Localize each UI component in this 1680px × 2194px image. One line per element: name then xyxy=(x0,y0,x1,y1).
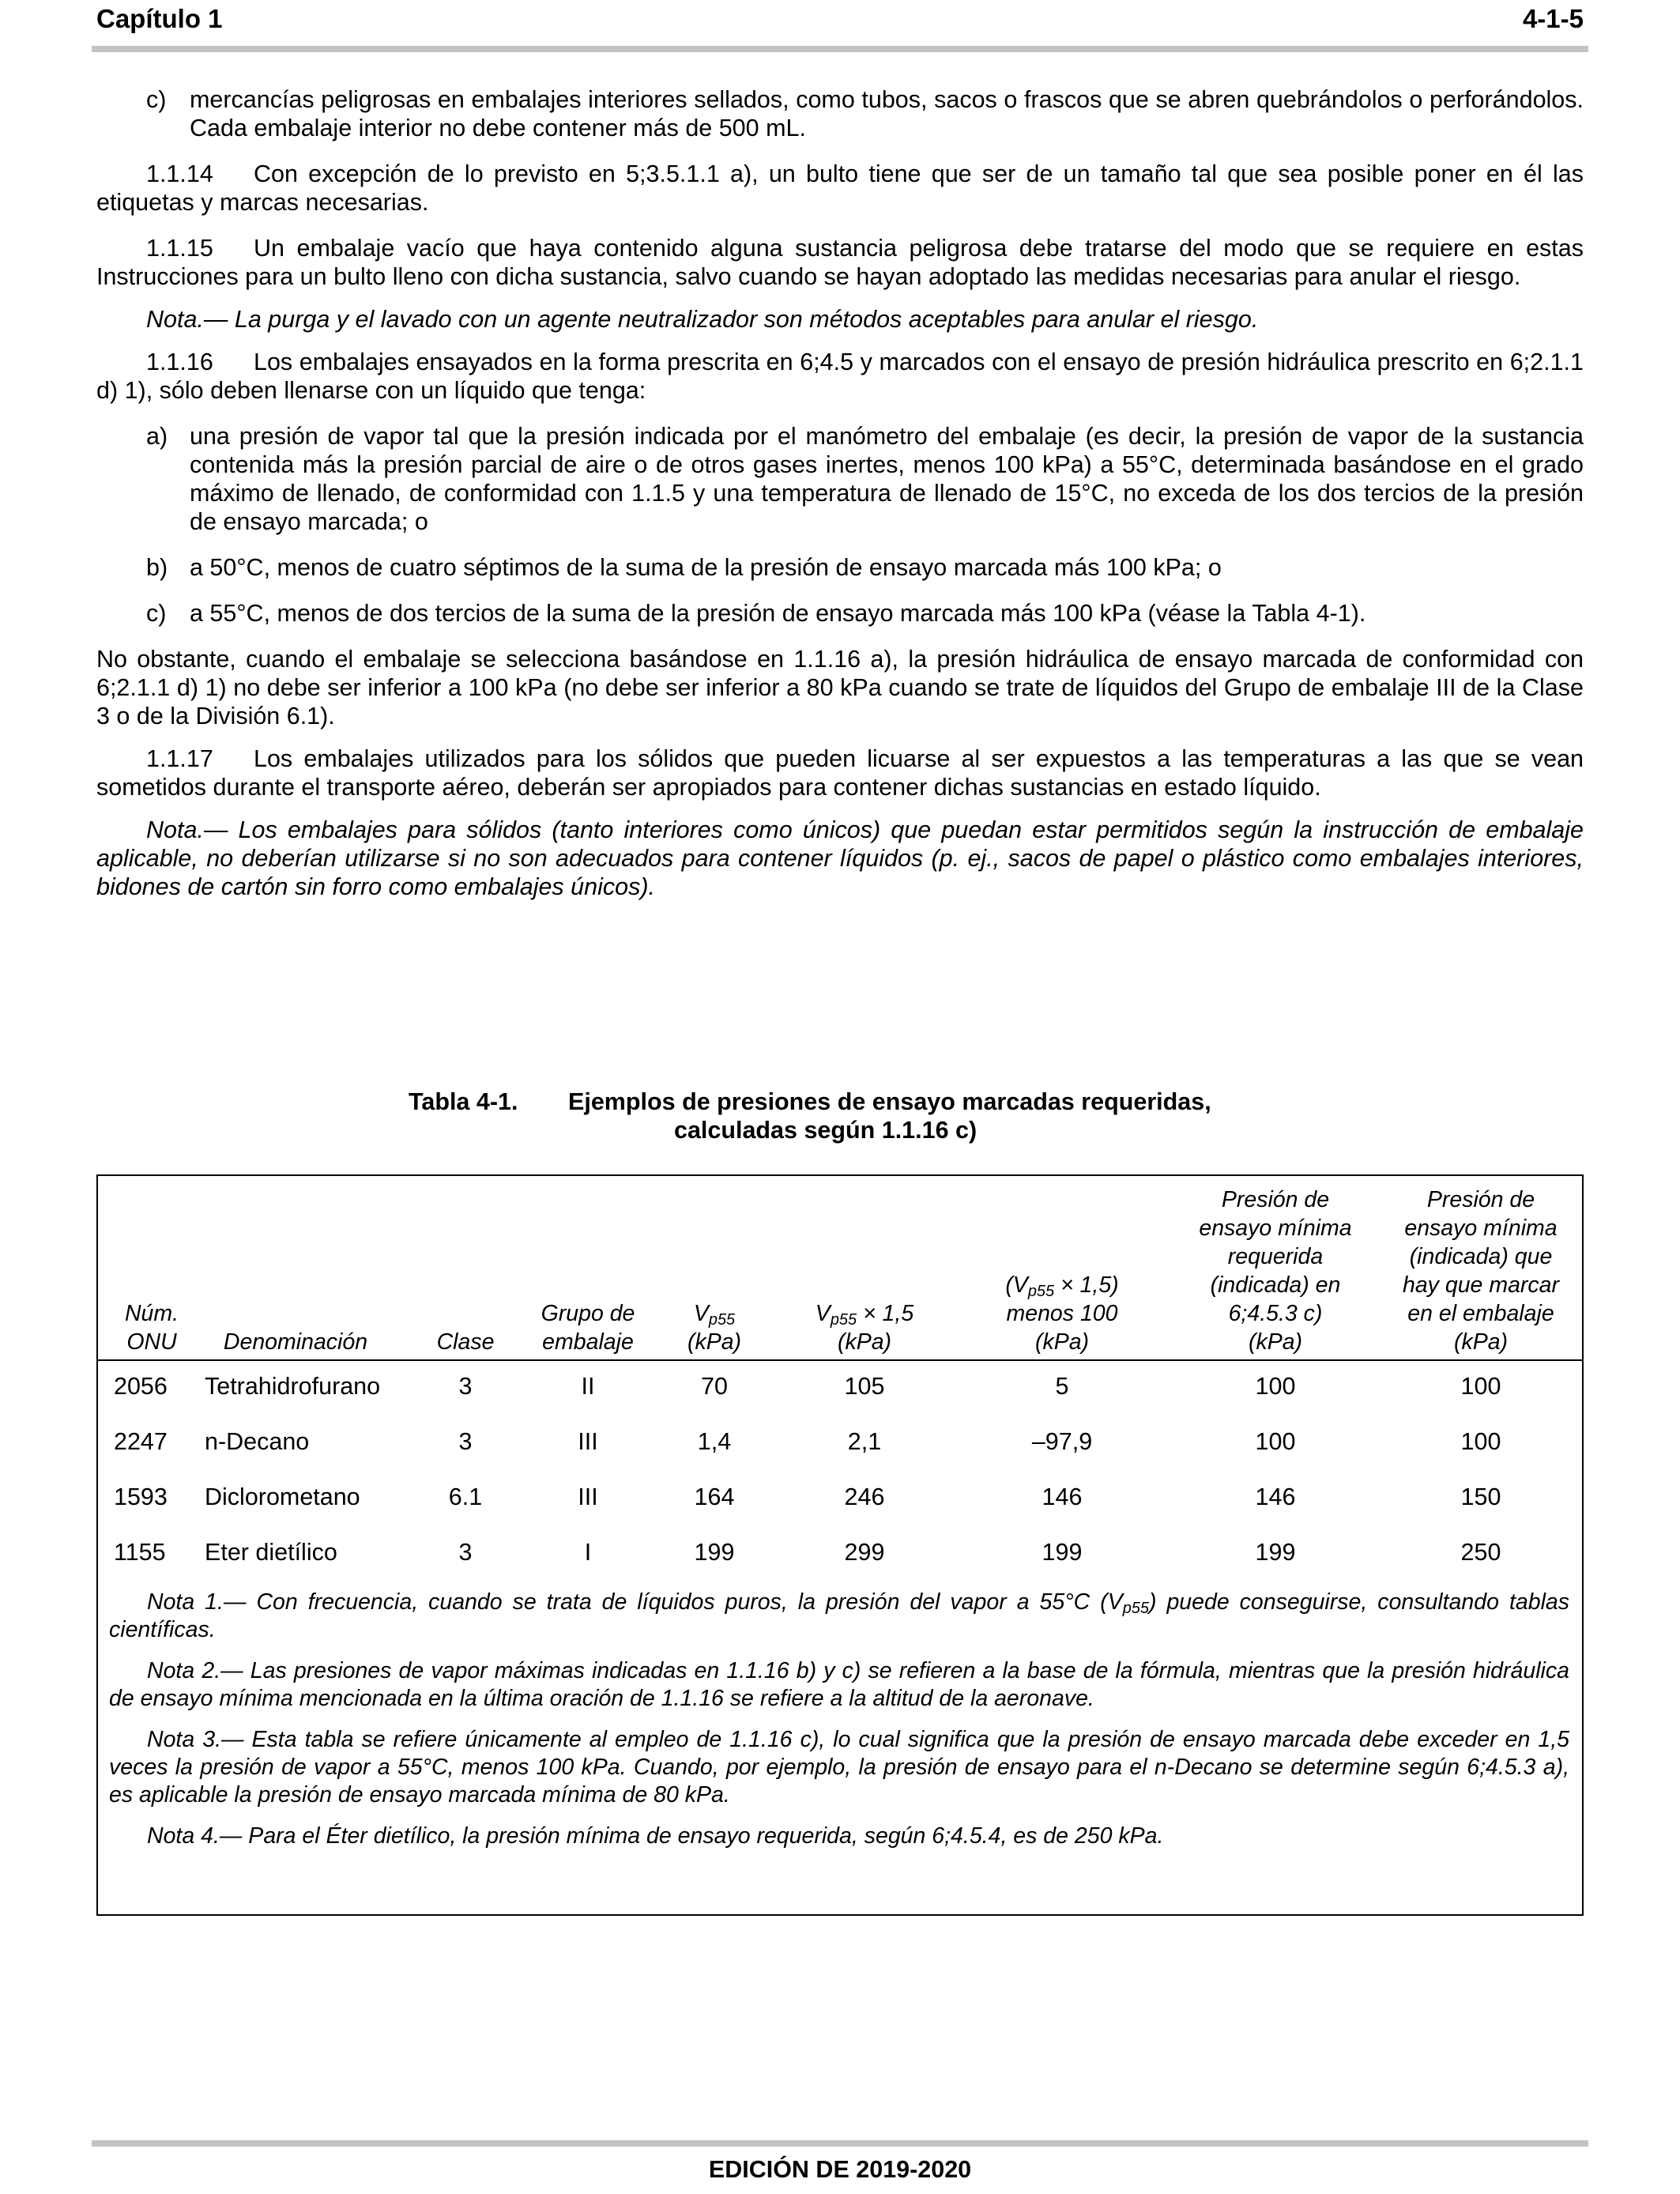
paragraph-1-1-14: 1.1.14 Con excepción de lo previsto en 5;3.5.1.1 a), un bulto tiene que ser de un tamaño tal que sea posible poner en él las etiquetas y marcas necesarias. xyxy=(96,160,1584,216)
table-header-rule xyxy=(98,1359,1582,1361)
document-page: Capítulo 1 4-1-5 c) mercancías peligrosas en embalajes interiores sellados, como tubos, sacos o frascos que se abren quebrándolos o perforándolos. Cada embalaje interior no debe contener más de 500 mL. 1.1.14 Con excepción de lo previsto en 5;3.5.1.1 a), un bulto tiene que ser de un tamaño tal que sea posible poner en él las etiquetas y marcas necesarias. 1.1.15 Un embalaje vacío que haya contenido alguna sustancia peligrosa debe tratarse del modo que se requiere en estas Instrucciones para un bulto lleno con dicha sustancia, salvo cuando se hayan adoptado las medidas necesarias para anular el riesgo. Nota.— La purga y el lavado con un agente neutralizador son métodos aceptables para anular el riesgo. 1.1.16 Los embalajes ensayados en la forma prescrita en 6;4.5 y marcados con el ensayo de presión hidráulica prescrito en 6;2.1.1 d) 1), sólo deben llenarse con un líquido que tenga: a) una presión de vapor tal que la presión indicada por el manómetro del embalaje (es decir, la presión de vapor de la sustancia contenida más la presión parcial de aire o de otros gases inertes, menos 100 kPa) a 55°C, determinada basándose en el grado máximo de llenado, de conformidad con 1.1.5 y una temperatura de llenado de 15°C, no exceda de los dos tercios de la presión de ensayo marcada; o b) a 50°C, menos de cuatro séptimos de la suma de la presión de ensayo marcada más 100 kPa; o c) a 55°C, menos de dos tercios de la suma de la presión de ensayo marcada más 100 kPa (véase la Tabla 4-1). No obstante, cuando el embalaje se selecciona basándose en 1.1.16 a), la presión hidráulica de ensayo marcada de conformidad con 6;2.1.1 d) 1) no debe ser inferior a 100 kPa (no debe ser inferior a 80 kPa cuando se trate de líquidos del Grupo de embalaje III de la Clase 3 o de la División 6.1). 1.1.17 Los embalajes utilizados para los sólidos que pueden licuarse al ser expuestos a las temperaturas a las que se vean sometidos durante el transporte aéreo, deberán ser apropiados para contener dichas sustancias en estado líquido. Nota.— Los embalajes para sólidos (tanto interiores como únicos) que puedan estar permitidos según la instrucción de embalaje aplicable, no deberían utilizarse si no son adecuados para contener líquidos (p. ej., sacos de papel o plástico como embalajes interiores, bidones de cartón sin forro como embalajes únicos). Tabla 4-1. Ejemplos de presiones de ensayo marcadas requeridas, calculadas según 1.1.16 c) Núm. ONU Denominación Clase Grupo de embalaje $V_{p55}$ (kPa) $V_{p55} \times 1,5$ (kPa) $(V_{p55} \times 1,5)$ menos 100 (kPa) Presión de ensayo mínima requerida (indicada) en 6;4.5.3 c) (kPa) Presión de ensayo mínima (indicada) que hay que marcar en el embalaje (kPa) 2056 Tetrahidrofurano 3 II 70 105 5 100 100 2247 n-Decano 3 III 1,4 2,1 –97,9 100 100 1593 Diclorometano 6.1 III 164 246 146 146 150 1155 Eter dietílico 3 I 199 299 199 199 250 Nota 1.— Con frecuencia, cuando se trata de líquidos puros, la presión del vapor a 55°C $(V_{p55})$ puede conseguirse, consultando tablas científicas. Nota 2.— Las presiones de vapor máximas indicadas en 1.1.16 b) y c) se refieren a la base de la fórmula, mientras que la presión hidráulica de ensayo mínima mencionada en la última oración de 1.1.16 se refiere a la altitud de la aeronave. Nota 3.— Esta tabla se refiere únicamente al empleo de 1.1.16 c), lo cual significa que la presión de ensayo marcada debe exceder en 1,5 veces la presión de vapor a 55°C, menos 100 kPa. Cuando, por ejemplo, la presión de ensayo para el n-Decano se determine según 6;4.5.3 a), es aplicable la presión de ensayo marcada mínima de 80 kPa. Nota 4.— Para el Éter dietílico, la presión mínima de ensayo requerida, según 6;4.5.4, es de 250 kPa. EDICIÓN DE 2019-2020 xyxy=(0,0,1680,2194)
header-vp55-x15: $V_{p55} \times 1,5$ (kPa) xyxy=(815,1301,914,1355)
note-solidos: Nota.— Los embalajes para sólidos (tanto interiores como únicos) que puedan estar permitidos según la instrucción de embalaje aplicable, no deberían utilizarse si no son adecuados para contener líquidos (p. ej., sacos de papel o plástico como embalajes interiores, bidones de cartón sin forro como embalajes únicos). xyxy=(96,816,1584,900)
chapter-title: Capítulo 1 xyxy=(96,4,223,33)
header-clase: Clase xyxy=(436,1329,495,1355)
page-header xyxy=(96,4,1584,45)
table-note-4: Nota 4.— Para el Éter dietílico, la presión mínima de ensayo requerida, según 6;4.5.4, es de 250 kPa. xyxy=(147,1823,1164,1849)
header-grupo: Grupo de embalaje xyxy=(541,1301,635,1355)
body-text xyxy=(96,85,1584,915)
edition-footer: EDICIÓN DE 2019-2020 xyxy=(708,2156,972,2183)
header-presion-minima-requerida: Presión de ensayo mínima requerida (indicada) en 6;4.5.3 c) (kPa) xyxy=(1199,1187,1352,1355)
table-note-2: Nota 2.— Las presiones de vapor máximas indicadas en 1.1.16 b) y c) se refieren a la base de la fórmula, mientras que la presión hidráulica de ensayo mínima mencionada en la última oración de 1.1.16 se refiere a la altitud de la aeronave. xyxy=(109,1658,1569,1711)
table-note-3: Nota 3.— Esta tabla se refiere únicamente al empleo de 1.1.16 c), lo cual significa que la presión de ensayo marcada debe exceder en 1,5 veces la presión de vapor a 55°C, menos 100 kPa. Cuando, por ejemplo, la presión de ensayo para el n-Decano se determine según 6;4.5.3 a), es aplicable la presión de ensayo marcada mínima de 80 kPa. xyxy=(109,1727,1569,1808)
table-note-1: Nota 1.— Con frecuencia, cuando se trata de líquidos puros, la presión del vapor a 55°C $(V_{p55})$ puede conseguirse, consultando tablas científicas. xyxy=(109,1589,1569,1642)
list-item-b: b) a 50°C, menos de cuatro séptimos de la suma de la presión de ensayo marcada más 100 kPa; o xyxy=(146,554,1222,581)
list-item-c-top: c) mercancías peligrosas en embalajes interiores sellados, como tubos, sacos o frascos que se abren quebrándolos o perforándolos. Cada embalaje interior no debe contener más de 500 mL. xyxy=(146,86,1584,141)
paragraph-1-1-15: 1.1.15 Un embalaje vacío que haya contenido alguna sustancia peligrosa debe tratarse del modo que se requiere en estas Instrucciones para un bulto lleno con dicha sustancia, salvo cuando se hayan adoptado las medidas necesarias para anular el riesgo. xyxy=(96,235,1584,290)
header-menos-100: $(V_{p55} \times 1,5)$ menos 100 (kPa) xyxy=(1005,1272,1119,1355)
table-notes xyxy=(109,1589,1569,1864)
list-item-a: a) una presión de vapor tal que la presión indicada por el manómetro del embalaje (es decir, la presión de vapor de la sustancia contenida más la presión parcial de aire o de otros gases inertes, menos 100 kPa) a 55°C, determinada basándose en el grado máximo de llenado, de conformidad con 1.1.5 y una temperatura de llenado de 15°C, no exceda de los dos tercios de la presión de ensayo marcada; o xyxy=(146,423,1584,535)
note-purga: Nota.— La purga y el lavado con un agente neutralizador son métodos aceptables para anular el riesgo. xyxy=(146,306,1259,333)
page-number: 4-1-5 xyxy=(1522,4,1584,33)
paragraph-1-1-17: 1.1.17 Los embalajes utilizados para los sólidos que pueden licuarse al ser expuestos a las temperaturas a las que se vean sometidos durante el transporte aéreo, deberán ser apropiados para contener dichas sustancias en estado líquido. xyxy=(96,745,1584,801)
header-vp55: $V_{p55}$ (kPa) xyxy=(687,1301,742,1355)
header-denominacion: Denominación xyxy=(223,1329,368,1355)
header-num-onu: Núm. ONU xyxy=(124,1301,179,1355)
header-presion-a-marcar: Presión de ensayo mínima (indicada) que hay que marcar en el embalaje (kPa) xyxy=(1402,1187,1559,1355)
table-header xyxy=(98,1176,1582,1356)
list-item-c: c) a 55°C, menos de dos tercios de la suma de la presión de ensayo marcada más 100 kPa (véase la Tabla 4-1). xyxy=(146,600,1366,627)
paragraph-1-1-16: 1.1.16 Los embalajes ensayados en la forma prescrita en 6;4.5 y marcados con el ensayo de presión hidráulica prescrito en 6;2.1.1 d) 1), sólo deben llenarse con un líquido que tenga: xyxy=(96,349,1584,404)
footer-rule xyxy=(92,2140,1588,2147)
header-rule xyxy=(92,46,1588,52)
pressure-table: Núm. ONU Denominación Clase Grupo de embalaje $V_{p55}$ (kPa) $V_{p55} \times 1,5$ (kPa) $(V_{p55} \times 1,5)$ menos 100 (kPa) Presión de ensayo mínima requerida (indicada) en 6;4.5.3 c) (kPa) Presión de ensayo mínima (indicada) que hay que marcar en el embalaje (kPa) 2056 Tetrahidrofurano 3 II 70 105 5 100 100 2247 n-Decano 3 III 1,4 2,1 –97,9 100 100 1593 Diclorometano 6.1 III 164 246 146 146 150 1155 Eter dietílico 3 I 199 299 199 199 250 Nota 1.— Con frecuencia, cuando se trata de líquidos puros, la presión del vapor a 55°C $(V_{p55})$ puede conseguirse, consultando tablas científicas. Nota 2.— Las presiones de vapor máximas indicadas en 1.1.16 b) y c) se refieren a la base de la fórmula, mientras que la presión hidráulica de ensayo mínima mencionada en la última oración de 1.1.16 se refiere a la altitud de la aeronave. Nota 3.— Esta tabla se refiere únicamente al empleo de 1.1.16 c), lo cual significa que la presión de ensayo marcada debe exceder en 1,5 veces la presión de vapor a 55°C, menos 100 kPa. Cuando, por ejemplo, la presión de ensayo para el n-Decano se determine según 6;4.5.3 a), es aplicable la presión de ensayo marcada mínima de 80 kPa. Nota 4.— Para el Éter dietílico, la presión mínima de ensayo requerida, según 6;4.5.4, es de 250 kPa. xyxy=(96,1174,1584,1916)
paragraph-no-obstante: No obstante, cuando el embalaje se selecciona basándose en 1.1.16 a), la presión hidráulica de ensayo marcada de conformidad con 6;2.1.1 d) 1) no debe ser inferior a 100 kPa (no debe ser inferior a 80 kPa cuando se trate de líquidos del Grupo de embalaje III de la Clase 3 o de la División 6.1). xyxy=(96,646,1584,729)
